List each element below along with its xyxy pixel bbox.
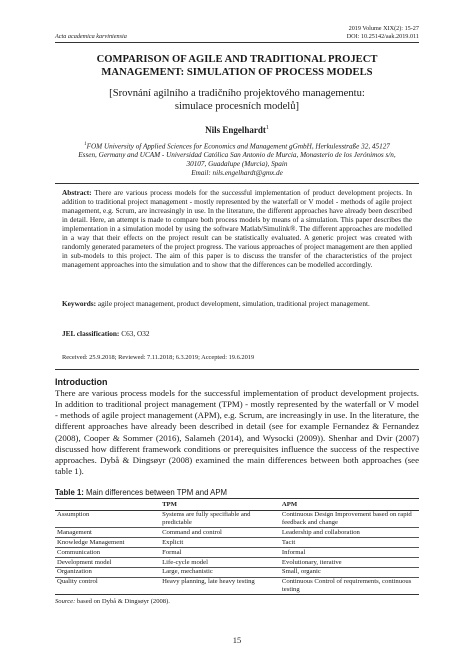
translated-title [60,88,414,113]
author-sup: 1 [265,125,269,131]
jel-label: JEL classification: [62,329,120,338]
author-email[interactable]: Email: nils.engelhardt@gmx.de [191,169,283,178]
introduction-text: There are various process models for the successful implementation of product development projects. In addition to traditional project management (TPM) - mostly represented by the waterfall or V model - methods of agile project management (APM), e.g. Scrum, are increasingly in use. In the literature, the different approaches have already been described in detail (see for example Fernandez & Fernandez (2008), Cooper & Sommer (2016), Salameh (2014), and Wysocki (2009)). Shenhar and Dvir (2007) discussed how different framework conditions or prerequisites influence the success of the respective approaches. Dybå & Dingsøyr (2008) examined the main differences between both approaches (see table 1). [55,388,419,477]
table-cell: Management [55,528,160,538]
affiliation-sup: 1 [84,142,87,147]
keywords-text: agile project management, product development, simulation, traditional project management. [97,299,370,308]
table-cell: Large, mechanistic [160,567,280,577]
running-header-right [347,25,419,40]
table-row [55,567,419,577]
table-cell: Systems are fully specifiable and predictable [160,510,280,528]
table-cell: Explicit [160,538,280,548]
table-cell: Heavy planning, late heavy testing [160,577,280,595]
table-row [55,538,419,548]
table-caption-text: Main differences between TPM and APM [83,488,228,497]
table-cell: Leadership and collaboration [280,528,419,538]
keywords-label: Keywords: [62,299,97,308]
abstract-text: There are various process models for the successful implementation of product development projects. In addition to traditional project management - mostly represented by the waterfall or V model - methods of agile project management, e.g. Scrum, are increasingly in use. In the literature, the different approaches have already been described in detail. Here, an attempt is made to compare both process models by means of a simulation. This paper describes the implementation in a simulation model by using the software Matlab/Simulink®. The different approaches are modelled in a way that their effects on the project result can be statistically evaluated. A generic project was created with randomly generated parameters of the project progress. The various approaches of project management are then applied in sub-models to this project. The aim of this paper is to discuss the transfer of the characteristics of the project management approaches into the simulation and to show that the differences can be modelled accordingly. [62,188,412,270]
title-line-1: COMPARISON OF AGILE AND TRADITIONAL PROJECT [96,54,378,65]
table-cell: Continuous Control of requirements, continuous testing [280,577,419,595]
table-cell: Evolutionary, iterative [280,557,419,567]
table-row [55,510,419,528]
author-name: Nils Engelhardt [205,125,266,135]
table-cell: Quality control [55,577,160,595]
subtitle-line-2: simulace procesních modelů] [174,100,300,112]
header-rule [55,42,419,43]
doi[interactable]: DOI: 10.25142/aak.2019.011 [346,32,419,40]
table-cell: Tacit [280,538,419,548]
table-source [55,598,170,605]
paper-title [60,54,414,79]
affiliation-line-1: FOM University of Applied Sciences for Economics and Management gGmbH, Herkulesstraße 32, 45127 [86,142,390,151]
received-dates: Received: 25.9.2018; Reviewed: 7.11.2018; 6.3.2019; Accepted: 19.6.2019 [62,354,255,361]
table-cell: Knowledge Management [55,538,160,548]
table-cell: Organization [55,567,160,577]
introduction-heading: Introduction [55,377,108,387]
table-caption-label: Table 1: [55,488,84,497]
table-cell: Continuous Design Improvement based on rapid feedback and change [280,510,419,528]
source-label: Source: [55,598,76,605]
page-number: 15 [232,635,242,645]
table-cell: Formal [160,548,280,558]
table-cell: Development model [55,557,160,567]
table-cell: Command and control [160,528,280,538]
title-line-2: MANAGEMENT: SIMULATION OF PROCESS MODELS [101,66,373,78]
jel-codes: C63, O32 [121,329,150,338]
table-header-cell: APM [280,499,419,511]
source-text: based on Dybå & Dingsøyr (2008). [75,598,170,605]
affiliation-line-3: 30107, Guadalupe (Murcia), Spain [186,160,288,169]
table-caption [55,488,227,497]
keywords [62,299,412,308]
author [60,125,414,135]
table-row [55,548,419,558]
abstract-label: Abstract: [62,188,92,197]
affiliation [64,140,410,178]
subtitle-line-1: [Srovnání agilního a tradičního projektového managementu: [109,88,365,99]
table-cell: Communication [55,548,160,558]
table-row [55,577,419,595]
journal-name: Acta academica karviniensia [55,33,127,40]
table-header-row [55,499,419,511]
table-row [55,557,419,567]
table-cell: Life-cycle model [160,557,280,567]
abstract [62,188,412,269]
table-cell: Assumption [55,510,160,528]
table-cell: Informal [280,548,419,558]
table-row [55,528,419,538]
volume-info: 2019 Volume XIX(2): 15-27 [348,25,419,32]
jel-classification [62,329,412,338]
affiliation-line-2: Essen, Germany and UCAM - Universidad Católica San Antonio de Murcia, Monasterio de los Jerónimos s/n, [78,151,396,160]
table-header-cell: TPM [160,499,280,511]
table-cell: Small, organic [280,567,419,577]
table-header-cell [55,499,160,511]
comparison-table [55,498,419,595]
